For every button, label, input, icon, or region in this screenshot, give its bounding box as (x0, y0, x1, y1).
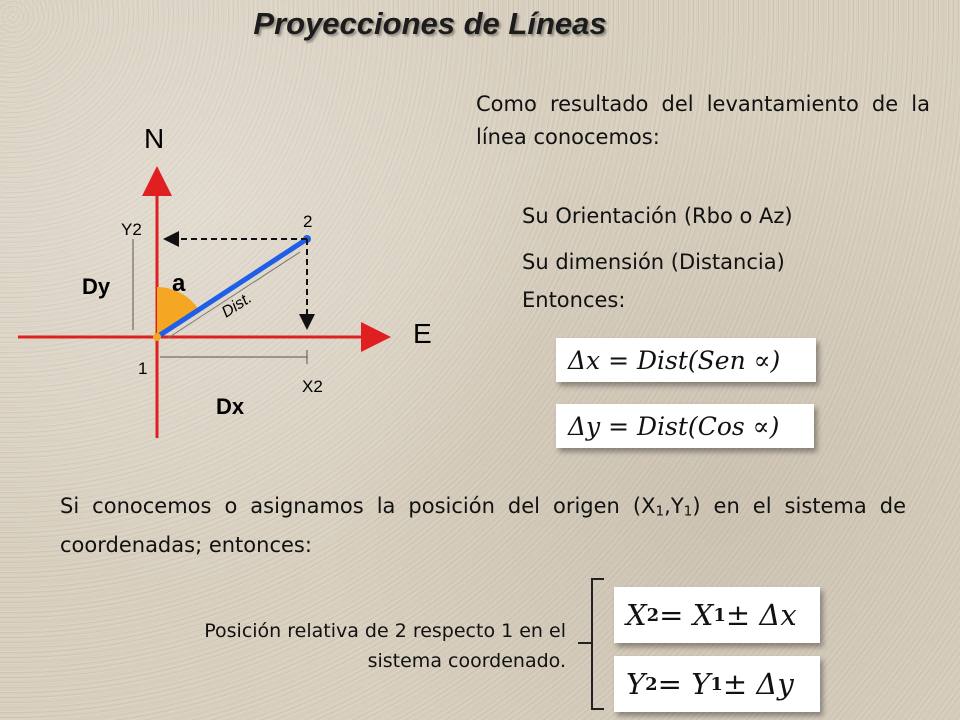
y2-mid: = Y (657, 667, 711, 701)
formula-delta-x-text: Δx = Dist(Sen ∝) (568, 345, 781, 375)
x2-lhs: X (626, 598, 647, 632)
point-1-label: 1 (138, 359, 148, 378)
origin-text-after: ) en el sistema de coordenadas; entonces: (60, 494, 907, 557)
origin-text-before: Si conocemos o asignamos la posición del origen (X (60, 494, 656, 518)
known-item-orientation: Su Orientación (Rbo o Az) (522, 204, 793, 228)
x2-mid: = X (659, 598, 714, 632)
y2-label: Y2 (121, 220, 142, 239)
y2-mid-sub: 1 (710, 673, 723, 695)
bracket (572, 575, 612, 715)
point-1-marker (153, 333, 161, 341)
then-label: Entonces: (522, 288, 626, 312)
x2-lhs-sub: 2 (646, 604, 660, 626)
y2-lhs: Y (626, 667, 646, 701)
x2-label: X2 (302, 377, 323, 396)
angle-label: a (172, 270, 186, 297)
dist-label: Dist. (218, 289, 256, 322)
x2-mid-sub: 1 (713, 604, 726, 626)
origin-sub-1: 1 (655, 503, 665, 520)
relative-position-text: Posición relativa de 2 respecto 1 en el sistema coordenado. (204, 620, 566, 672)
origin-text-comma: ,Y (664, 494, 684, 518)
origin-paragraph (60, 490, 906, 562)
dist-guide (168, 252, 300, 338)
dx-label: Dx (216, 394, 245, 419)
formula-delta-y (556, 404, 814, 448)
y2-rhs: ± Δy (722, 667, 794, 701)
formula-y2 (614, 656, 820, 712)
dy-label: Dy (82, 274, 111, 299)
y2-lhs-sub: 2 (645, 673, 658, 695)
formula-delta-y-text: Δy = Dist(Cos ∝) (568, 411, 780, 441)
x2-rhs: ± Δx (725, 598, 797, 632)
east-label: E (413, 318, 432, 349)
known-item-distance: Su dimensión (Distancia) (522, 250, 785, 274)
origin-sub-2: 1 (683, 503, 693, 520)
intro-text: Como resultado del levantamiento de la línea conocemos: (476, 92, 930, 149)
formula-delta-x (556, 338, 816, 382)
formula-x2 (614, 587, 820, 643)
north-label: N (144, 123, 165, 154)
page-title: Proyecciones de Líneas (253, 6, 607, 41)
point-2-label: 2 (303, 212, 313, 231)
